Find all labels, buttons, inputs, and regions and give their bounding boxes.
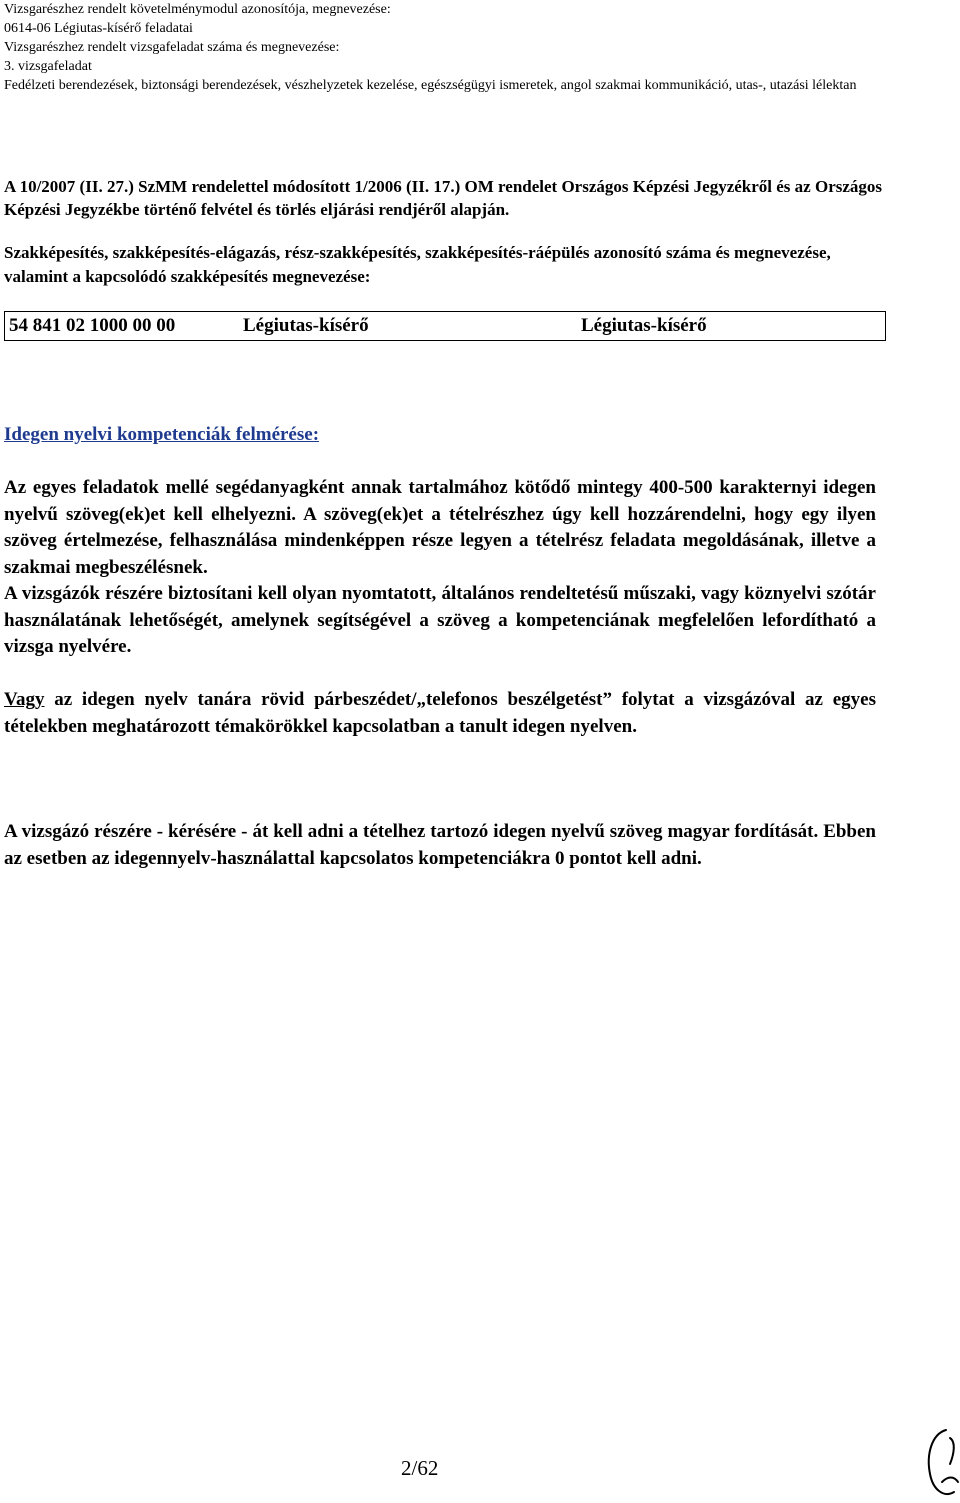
paragraph-3-body: az idegen nyelv tanára rövid párbeszédet/„telefonos beszélgetést” folytat a vizsgázóval az egyes tételekben meghatározott témakörökkel kapcsolatban a tanult idegen nyelven. bbox=[4, 689, 876, 737]
legal-basis: A 10/2007 (II. 27.) SzMM rendelettel módosított 1/2006 (II. 17.) OM rendelet Országos Képzési Jegyzékről és az Országos Képzési Jegyzékbe történő felvétel és törlés eljárási rendjéről alapján. bbox=[4, 177, 883, 219]
header-task-number: 3. vizsgafeladat bbox=[4, 59, 92, 74]
signature-mark bbox=[920, 1424, 960, 1503]
header-module-label: Vizsgarészhez rendelt követelménymodul azonosítója, megnevezése: bbox=[4, 2, 391, 17]
paragraph-2: A vizsgázók részére biztosítani kell olyan nyomtatott, általános rendeltetésű műszaki, vagy köznyelvi szótár használatának lehetőségét, amelynek segítségével a szöveg a kompetenciának megfelelően lefordítható a vizsga nyelvére. bbox=[4, 583, 876, 657]
paragraph-1: Az egyes feladatok mellé segédanyagként annak tartalmához kötődő mintegy 400-500 karakternyi idegen nyelvű szöveg(ek)et kell elhelyezni. A szöveg(ek)et a tételrészhez úgy kell hozzárendelni, hogy egy ilyen szöveg értelmezése, felhasználása mindenképpen része legyen a tételrész feladata megoldásának, illetve a szakmai megbeszélésnek. bbox=[4, 477, 876, 578]
qualification-box bbox=[4, 311, 886, 341]
paragraph-3-lead: Vagy bbox=[4, 689, 45, 710]
header-task-name: Fedélzeti berendezések, biztonsági berendezések, vészhelyzetek kezelése, egészségügyi ismeretek, angol szakmai kommunikáció, utas-, utazási lélektan bbox=[4, 78, 857, 93]
qualification-name: Légiutas-kísérő bbox=[243, 315, 369, 336]
paragraph-3 bbox=[4, 687, 876, 740]
qualification-code: 54 841 02 1000 00 00 bbox=[9, 315, 176, 336]
related-qualification-name: Légiutas-kísérő bbox=[581, 315, 707, 336]
paragraph-4: A vizsgázó részére - kérésére - át kell adni a tételhez tartozó idegen nyelvű szöveg magyar fordítását. Ebben az esetben az idegennyelv-használattal kapcsolatos kompetenciákra 0 pontot kell adni. bbox=[4, 821, 876, 869]
header-module-name: 0614-06 Légiutas-kísérő feladatai bbox=[4, 21, 193, 36]
qualification-intro: Szakképesítés, szakképesítés-elágazás, rész-szakképesítés, szakképesítés-ráépülés azonosító száma és megnevezése, valamint a kapcsolódó szakképesítés megnevezése: bbox=[4, 243, 831, 286]
header-task-label: Vizsgarészhez rendelt vizsgafeladat száma és megnevezése: bbox=[4, 40, 340, 55]
page-number: 2/62 bbox=[401, 1456, 439, 1480]
section-title: Idegen nyelvi kompetenciák felmérése: bbox=[4, 424, 320, 445]
